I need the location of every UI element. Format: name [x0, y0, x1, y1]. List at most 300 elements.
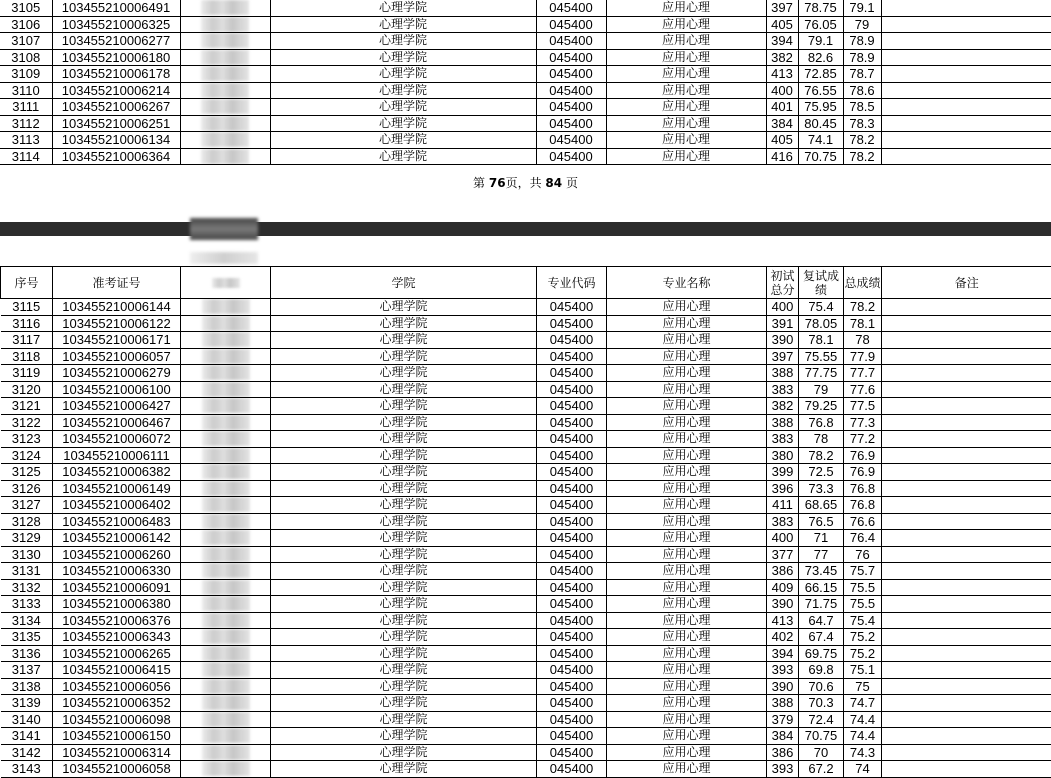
table-row: [1, 464, 1051, 481]
cell-seq: 3105: [0, 0, 52, 16]
redaction-blur: [201, 0, 249, 15]
cell-ticket: 103455210006352: [53, 695, 181, 712]
page-footer-mid: 页，共: [505, 176, 542, 190]
table-row: [0, 99, 1051, 116]
cell-remark: [881, 99, 1051, 116]
cell-total-score: 78.2: [844, 299, 882, 316]
cell-college: 心理学院: [271, 629, 537, 646]
cell-seq: 3110: [0, 82, 52, 99]
cell-major-code: 045400: [537, 513, 607, 530]
cell-initial-score: 386: [767, 563, 799, 580]
cell-initial-score: 405: [766, 132, 798, 149]
cell-remark: [882, 497, 1051, 514]
cell-name-redacted: [181, 629, 271, 646]
cell-college: 心理学院: [271, 728, 537, 745]
table-row: [0, 66, 1051, 83]
cell-college: 心理学院: [271, 695, 537, 712]
cell-total-score: 78.7: [843, 66, 881, 83]
cell-seq: 3125: [1, 464, 53, 481]
cell-major-name: 应用心理: [606, 148, 766, 165]
redaction-blur: [202, 514, 250, 529]
cell-initial-score: 384: [766, 115, 798, 132]
cell-total-score: 78.3: [843, 115, 881, 132]
cell-initial-score: 400: [767, 530, 799, 547]
cell-total-score: 76.6: [844, 513, 882, 530]
cell-initial-score: 400: [767, 299, 799, 316]
cell-retest-score: 79: [799, 381, 844, 398]
cell-name-redacted: [180, 132, 270, 149]
cell-major-name: 应用心理: [606, 132, 766, 149]
cell-college: 心理学院: [271, 563, 537, 580]
redaction-blur: [202, 580, 250, 595]
cell-major-name: 应用心理: [607, 711, 767, 728]
cell-remark: [881, 82, 1051, 99]
cell-major-code: 045400: [536, 49, 606, 66]
cell-remark: [882, 744, 1051, 761]
redaction-blur: [202, 728, 250, 743]
cell-total-score: 77.3: [844, 414, 882, 431]
cell-remark: [882, 662, 1051, 679]
cell-retest-score: 74.1: [798, 132, 843, 149]
cell-major-name: 应用心理: [606, 0, 766, 16]
cell-ticket: 103455210006178: [52, 66, 180, 83]
cell-total-score: 75.2: [844, 645, 882, 662]
table-row: [0, 148, 1051, 165]
cell-college: 心理学院: [270, 33, 536, 50]
cell-college: 心理学院: [271, 299, 537, 316]
cell-seq: 3114: [0, 148, 52, 165]
cell-major-name: 应用心理: [606, 66, 766, 83]
cell-name-redacted: [181, 299, 271, 316]
cell-retest-score: 77.75: [799, 365, 844, 382]
cell-major-name: 应用心理: [607, 299, 767, 316]
cell-major-code: 045400: [537, 744, 607, 761]
cell-initial-score: 416: [766, 148, 798, 165]
cell-retest-score: 79.1: [798, 33, 843, 50]
cell-remark: [882, 299, 1051, 316]
cell-seq: 3115: [1, 299, 53, 316]
cell-major-name: 应用心理: [607, 596, 767, 613]
cell-name-redacted: [180, 49, 270, 66]
cell-total-score: 77.7: [844, 365, 882, 382]
cell-major-name: 应用心理: [607, 678, 767, 695]
cell-initial-score: 388: [767, 365, 799, 382]
cell-college: 心理学院: [270, 49, 536, 66]
cell-seq: 3143: [1, 761, 53, 778]
cell-remark: [881, 148, 1051, 165]
cell-major-name: 应用心理: [607, 431, 767, 448]
cell-total-score: 75.2: [844, 629, 882, 646]
cell-remark: [882, 645, 1051, 662]
header-major-code: 专业代码: [537, 267, 607, 299]
cell-initial-score: 399: [767, 464, 799, 481]
cell-major-name: 应用心理: [607, 662, 767, 679]
cell-remark: [881, 49, 1051, 66]
cell-retest-score: 80.45: [798, 115, 843, 132]
cell-remark: [882, 563, 1051, 580]
cell-name-redacted: [181, 728, 271, 745]
cell-retest-score: 73.45: [799, 563, 844, 580]
cell-retest-score: 67.2: [799, 761, 844, 778]
cell-major-code: 045400: [537, 530, 607, 547]
cell-seq: 3119: [1, 365, 53, 382]
cell-retest-score: 68.65: [799, 497, 844, 514]
cell-major-name: 应用心理: [606, 82, 766, 99]
cell-major-name: 应用心理: [607, 530, 767, 547]
cell-total-score: 77.2: [844, 431, 882, 448]
table-row: [1, 612, 1051, 629]
cell-initial-score: 383: [767, 381, 799, 398]
cell-college: 心理学院: [271, 596, 537, 613]
cell-name-redacted: [181, 645, 271, 662]
table-row: [1, 563, 1051, 580]
cell-ticket: 103455210006483: [53, 513, 181, 530]
redaction-blur: [202, 431, 250, 446]
redaction-blur: [202, 679, 250, 694]
cell-college: 心理学院: [271, 744, 537, 761]
cell-retest-score: 72.4: [799, 711, 844, 728]
cell-college: 心理学院: [271, 645, 537, 662]
cell-total-score: 74.3: [844, 744, 882, 761]
cell-remark: [882, 348, 1051, 365]
cell-major-name: 应用心理: [607, 563, 767, 580]
cell-name-redacted: [180, 148, 270, 165]
cell-retest-score: 70: [799, 744, 844, 761]
cell-major-name: 应用心理: [607, 480, 767, 497]
cell-college: 心理学院: [270, 148, 536, 165]
table-row: [1, 695, 1051, 712]
cell-major-code: 045400: [537, 645, 607, 662]
cell-seq: 3139: [1, 695, 53, 712]
cell-name-redacted: [180, 16, 270, 33]
cell-major-code: 045400: [537, 365, 607, 382]
cell-remark: [881, 33, 1051, 50]
cell-remark: [882, 381, 1051, 398]
redaction-blur: [202, 299, 250, 314]
cell-total-score: 75.1: [844, 662, 882, 679]
cell-ticket: 103455210006343: [53, 629, 181, 646]
cell-remark: [882, 761, 1051, 778]
redaction-blur: [202, 448, 250, 463]
cell-major-name: 应用心理: [607, 728, 767, 745]
cell-seq: 3109: [0, 66, 52, 83]
cell-retest-score: 78.05: [799, 315, 844, 332]
cell-retest-score: 75.55: [799, 348, 844, 365]
cell-name-redacted: [181, 497, 271, 514]
redaction-blur: [202, 530, 250, 545]
table-row: [1, 629, 1051, 646]
cell-name-redacted: [181, 678, 271, 695]
cell-seq: 3135: [1, 629, 53, 646]
page-footer-suffix: 页: [565, 176, 578, 190]
table-row: [1, 662, 1051, 679]
cell-college: 心理学院: [271, 348, 537, 365]
table-row: [1, 348, 1051, 365]
cell-name-redacted: [181, 414, 271, 431]
cell-retest-score: 75.95: [798, 99, 843, 116]
cell-initial-score: 413: [766, 66, 798, 83]
cell-name-redacted: [181, 464, 271, 481]
cell-major-name: 应用心理: [606, 49, 766, 66]
cell-major-name: 应用心理: [607, 761, 767, 778]
cell-name-redacted: [181, 563, 271, 580]
cell-name-redacted: [181, 447, 271, 464]
cell-seq: 3113: [0, 132, 52, 149]
redaction-blur: [202, 646, 250, 661]
cell-major-code: 045400: [537, 761, 607, 778]
table-row: [1, 579, 1051, 596]
cell-remark: [881, 115, 1051, 132]
cell-college: 心理学院: [271, 678, 537, 695]
cell-ticket: 103455210006122: [53, 315, 181, 332]
cell-major-name: 应用心理: [607, 629, 767, 646]
cell-college: 心理学院: [271, 332, 537, 349]
table-row: [1, 497, 1051, 514]
cell-college: 心理学院: [271, 497, 537, 514]
cell-initial-score: 393: [767, 662, 799, 679]
cell-seq: 3134: [1, 612, 53, 629]
table-row: [0, 33, 1051, 50]
cell-major-code: 045400: [536, 0, 606, 16]
cell-major-code: 045400: [537, 398, 607, 415]
cell-college: 心理学院: [271, 414, 537, 431]
cell-total-score: 77.6: [844, 381, 882, 398]
cell-major-name: 应用心理: [607, 365, 767, 382]
cell-ticket: 103455210006402: [53, 497, 181, 514]
cell-initial-score: 377: [767, 546, 799, 563]
table-row: [1, 513, 1051, 530]
table-row: [1, 596, 1051, 613]
cell-initial-score: 394: [766, 33, 798, 50]
cell-remark: [882, 728, 1051, 745]
cell-college: 心理学院: [271, 398, 537, 415]
cell-total-score: 77.5: [844, 398, 882, 415]
cell-ticket: 103455210006134: [52, 132, 180, 149]
cell-retest-score: 70.3: [799, 695, 844, 712]
cell-name-redacted: [180, 66, 270, 83]
cell-retest-score: 72.5: [799, 464, 844, 481]
cell-total-score: 74.7: [844, 695, 882, 712]
cell-total-score: 78.9: [843, 49, 881, 66]
cell-total-score: 76: [844, 546, 882, 563]
cell-major-code: 045400: [537, 497, 607, 514]
cell-name-redacted: [181, 480, 271, 497]
cell-name-redacted: [181, 513, 271, 530]
cell-seq: 3130: [1, 546, 53, 563]
score-table-top: [0, 0, 1051, 165]
table-row: [1, 431, 1051, 448]
cell-major-code: 045400: [537, 629, 607, 646]
cell-retest-score: 64.7: [799, 612, 844, 629]
redaction-blur: [202, 662, 250, 677]
cell-major-name: 应用心理: [607, 645, 767, 662]
cell-ticket: 103455210006144: [53, 299, 181, 316]
cell-seq: 3127: [1, 497, 53, 514]
cell-total-score: 74: [844, 761, 882, 778]
table-row: [1, 711, 1051, 728]
redaction-blur: [202, 596, 250, 611]
cell-ticket: 103455210006314: [53, 744, 181, 761]
cell-college: 心理学院: [271, 464, 537, 481]
cell-major-code: 045400: [537, 414, 607, 431]
cell-ticket: 103455210006325: [52, 16, 180, 33]
cell-college: 心理学院: [271, 365, 537, 382]
cell-ticket: 103455210006150: [53, 728, 181, 745]
cell-retest-score: 76.05: [798, 16, 843, 33]
cell-college: 心理学院: [271, 480, 537, 497]
cell-remark: [881, 66, 1051, 83]
cell-seq: 3142: [1, 744, 53, 761]
cell-seq: 3120: [1, 381, 53, 398]
cell-remark: [882, 596, 1051, 613]
cell-major-code: 045400: [537, 678, 607, 695]
cell-major-code: 045400: [537, 464, 607, 481]
cell-major-code: 045400: [537, 612, 607, 629]
cell-college: 心理学院: [270, 132, 536, 149]
cell-major-code: 045400: [536, 82, 606, 99]
cell-retest-score: 75.4: [799, 299, 844, 316]
cell-major-name: 应用心理: [607, 348, 767, 365]
cell-remark: [882, 332, 1051, 349]
cell-college: 心理学院: [271, 761, 537, 778]
cell-ticket: 103455210006149: [53, 480, 181, 497]
cell-ticket: 103455210006142: [53, 530, 181, 547]
cell-remark: [882, 695, 1051, 712]
redaction-blur: [201, 149, 249, 164]
cell-retest-score: 78: [799, 431, 844, 448]
cell-ticket: 103455210006330: [53, 563, 181, 580]
cell-total-score: 78.2: [843, 132, 881, 149]
cell-seq: 3124: [1, 447, 53, 464]
cell-name-redacted: [181, 348, 271, 365]
cell-remark: [882, 629, 1051, 646]
cell-retest-score: 69.8: [799, 662, 844, 679]
redaction-blur: [202, 481, 250, 496]
cell-name-redacted: [181, 530, 271, 547]
cell-retest-score: 79.25: [799, 398, 844, 415]
redaction-smudge: [190, 252, 258, 264]
cell-college: 心理学院: [271, 612, 537, 629]
cell-ticket: 103455210006279: [53, 365, 181, 382]
table-row: [0, 16, 1051, 33]
cell-remark: [882, 530, 1051, 547]
cell-college: 心理学院: [271, 447, 537, 464]
cell-seq: 3133: [1, 596, 53, 613]
table-row: [1, 398, 1051, 415]
cell-remark: [882, 365, 1051, 382]
cell-ticket: 103455210006072: [53, 431, 181, 448]
cell-ticket: 103455210006267: [52, 99, 180, 116]
redaction-blur: [202, 415, 250, 430]
cell-major-code: 045400: [537, 480, 607, 497]
cell-initial-score: 386: [767, 744, 799, 761]
cell-college: 心理学院: [271, 711, 537, 728]
cell-total-score: 74.4: [844, 711, 882, 728]
cell-major-name: 应用心理: [607, 464, 767, 481]
cell-major-name: 应用心理: [606, 99, 766, 116]
cell-name-redacted: [181, 761, 271, 778]
cell-name-redacted: [181, 662, 271, 679]
cell-major-code: 045400: [537, 447, 607, 464]
cell-major-name: 应用心理: [607, 497, 767, 514]
cell-remark: [881, 0, 1051, 16]
cell-remark: [882, 546, 1051, 563]
cell-initial-score: 397: [767, 348, 799, 365]
cell-major-code: 045400: [536, 115, 606, 132]
cell-college: 心理学院: [271, 579, 537, 596]
cell-seq: 3126: [1, 480, 53, 497]
cell-retest-score: 78.75: [798, 0, 843, 16]
table-header-row: [1, 267, 1051, 299]
cell-initial-score: 390: [767, 596, 799, 613]
header-initial-score: 初试总分: [767, 267, 799, 299]
cell-retest-score: 66.15: [799, 579, 844, 596]
cell-ticket: 103455210006111: [53, 447, 181, 464]
cell-retest-score: 71.75: [799, 596, 844, 613]
table-row: [1, 365, 1051, 382]
cell-initial-score: 388: [767, 414, 799, 431]
cell-major-code: 045400: [536, 132, 606, 149]
table-row: [1, 744, 1051, 761]
cell-college: 心理学院: [271, 381, 537, 398]
page-footer-prefix: 第: [473, 176, 486, 190]
cell-ticket: 103455210006098: [53, 711, 181, 728]
cell-college: 心理学院: [271, 513, 537, 530]
cell-retest-score: 78.2: [799, 447, 844, 464]
table-row: [1, 645, 1051, 662]
cell-total-score: 76.8: [844, 480, 882, 497]
cell-ticket: 103455210006251: [52, 115, 180, 132]
cell-college: 心理学院: [271, 315, 537, 332]
table-row: [1, 315, 1051, 332]
cell-total-score: 78: [844, 332, 882, 349]
redaction-blur: [202, 316, 250, 331]
cell-ticket: 103455210006376: [53, 612, 181, 629]
table-row: [0, 49, 1051, 66]
cell-seq: 3112: [0, 115, 52, 132]
table-row: [1, 678, 1051, 695]
cell-seq: 3121: [1, 398, 53, 415]
cell-major-name: 应用心理: [607, 579, 767, 596]
cell-major-name: 应用心理: [607, 546, 767, 563]
cell-seq: 3107: [0, 33, 52, 50]
cell-remark: [882, 612, 1051, 629]
cell-initial-score: 390: [767, 332, 799, 349]
cell-college: 心理学院: [270, 99, 536, 116]
cell-total-score: 78.1: [844, 315, 882, 332]
cell-total-score: 76.8: [844, 497, 882, 514]
cell-major-name: 应用心理: [607, 332, 767, 349]
cell-major-code: 045400: [537, 662, 607, 679]
cell-major-code: 045400: [537, 348, 607, 365]
cell-name-redacted: [181, 744, 271, 761]
redaction-smudge: [190, 218, 258, 240]
cell-name-redacted: [181, 596, 271, 613]
cell-seq: 3128: [1, 513, 53, 530]
cell-initial-score: 396: [767, 480, 799, 497]
cell-retest-score: 70.75: [799, 728, 844, 745]
table-row: [1, 761, 1051, 778]
cell-ticket: 103455210006180: [52, 49, 180, 66]
cell-seq: 3123: [1, 431, 53, 448]
cell-initial-score: 382: [766, 49, 798, 66]
cell-total-score: 78.5: [843, 99, 881, 116]
cell-seq: 3116: [1, 315, 53, 332]
cell-name-redacted: [180, 82, 270, 99]
score-table-bottom-body: [1, 299, 1051, 778]
cell-initial-score: 397: [766, 0, 798, 16]
cell-initial-score: 382: [767, 398, 799, 415]
